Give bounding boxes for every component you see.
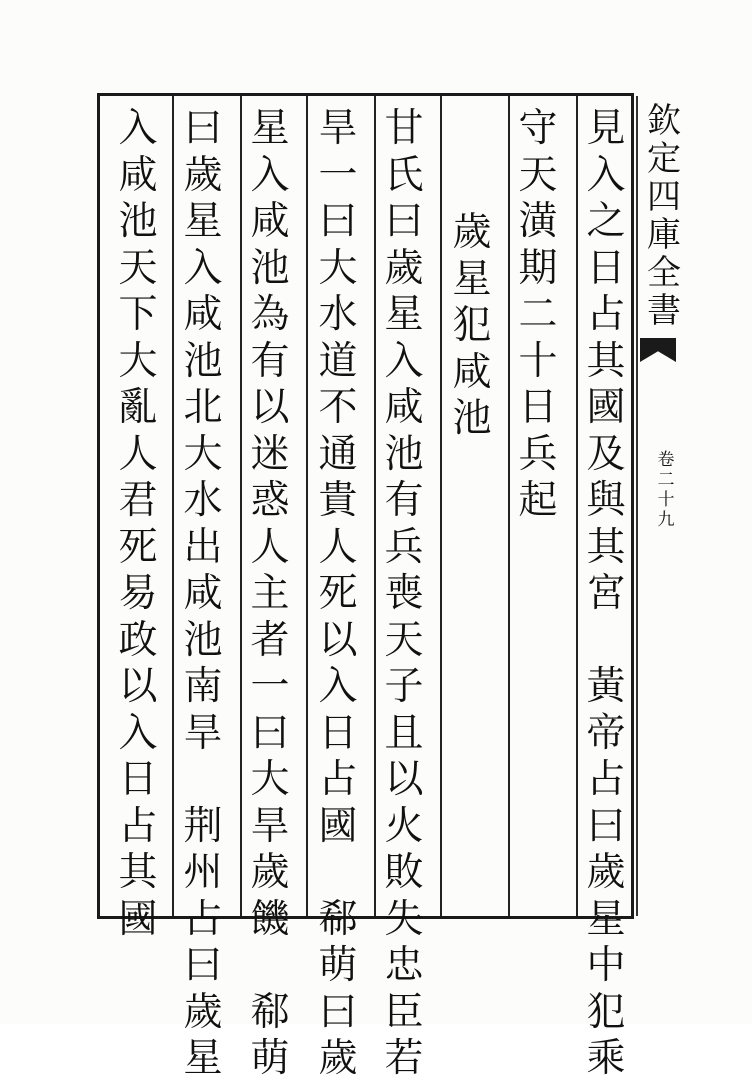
text-character: 天	[118, 245, 158, 291]
text-space	[244, 943, 296, 990]
text-character: 咸	[118, 152, 158, 198]
fishtail-mark	[640, 338, 676, 362]
text-character: 郗	[318, 896, 358, 942]
text-character: 君	[118, 478, 158, 523]
margin-book-title	[642, 102, 686, 330]
text-space	[580, 618, 632, 665]
text-character: 失	[384, 896, 424, 942]
text-character: 兵	[518, 431, 558, 477]
text-character: 旱	[250, 803, 290, 849]
column-rule	[374, 96, 376, 916]
text-character: 占	[118, 803, 158, 849]
text-character: 入	[183, 245, 223, 291]
text-character: 歲	[318, 1036, 358, 1081]
text-character: 道	[318, 338, 358, 384]
text-character: 忠	[384, 943, 424, 988]
text-character: 通	[318, 431, 358, 477]
column-rule	[440, 96, 442, 916]
text-character: 臣	[384, 989, 424, 1035]
text-character: 氏	[384, 152, 424, 198]
text-character: 池	[183, 338, 223, 384]
text-character: 池	[118, 199, 158, 244]
text-character: 欽	[647, 101, 681, 141]
margin-juan-number	[654, 450, 678, 530]
text-character: 守	[518, 106, 558, 151]
text-character: 死	[118, 524, 158, 570]
column-rule	[306, 96, 308, 916]
text-character: 星	[250, 106, 290, 151]
text-character: 曰	[586, 803, 626, 849]
text-character: 咸	[452, 349, 492, 395]
text-character: 星	[183, 1036, 223, 1081]
text-character: 水	[318, 292, 358, 337]
text-character: 曰	[250, 710, 290, 756]
text-character: 曰	[384, 199, 424, 244]
text-character: 水	[183, 478, 223, 523]
text-character: 曰	[318, 199, 358, 244]
text-character: 日	[318, 710, 358, 756]
text-column	[112, 106, 164, 942]
text-character: 人	[318, 524, 358, 570]
text-character: 池	[452, 396, 492, 441]
text-character: 大	[250, 757, 290, 802]
text-character: 一	[318, 152, 358, 198]
text-character: 九	[657, 510, 675, 530]
text-character: 星	[452, 256, 492, 302]
text-character: 歲	[183, 152, 223, 198]
text-character: 易	[118, 571, 158, 616]
text-character: 占	[586, 292, 626, 337]
text-character: 大	[118, 338, 158, 384]
text-character: 咸	[183, 571, 223, 616]
text-character: 入	[586, 152, 626, 198]
text-character: 十	[518, 338, 558, 384]
text-character: 曰	[183, 106, 223, 151]
text-character: 出	[183, 524, 223, 570]
text-character: 二	[657, 470, 675, 490]
text-character: 人	[118, 431, 158, 477]
text-character: 二	[518, 292, 558, 337]
text-character: 入	[384, 338, 424, 384]
text-character: 郗	[250, 989, 290, 1035]
text-character: 其	[586, 338, 626, 384]
text-character: 主	[250, 571, 290, 616]
text-character: 政	[118, 617, 158, 663]
text-column	[177, 106, 229, 1081]
text-character: 敗	[384, 850, 424, 895]
text-character: 喪	[384, 571, 424, 616]
text-character: 池	[384, 431, 424, 477]
text-character: 犯	[586, 989, 626, 1035]
text-character: 惑	[250, 478, 290, 523]
text-character: 期	[518, 245, 558, 291]
text-character: 火	[384, 803, 424, 849]
text-character: 咸	[250, 199, 290, 244]
text-space	[312, 850, 364, 897]
text-character: 歲	[183, 989, 223, 1035]
text-character: 起	[518, 478, 558, 523]
text-character: 潢	[518, 199, 558, 244]
text-character: 日	[118, 757, 158, 802]
text-character: 不	[318, 385, 358, 430]
text-character: 有	[250, 338, 290, 384]
text-character: 旱	[318, 106, 358, 151]
text-character: 卷	[657, 450, 675, 470]
text-column	[378, 106, 430, 1081]
text-character: 見	[586, 106, 626, 151]
text-character: 曰	[183, 943, 223, 988]
text-character: 池	[250, 245, 290, 291]
text-character: 國	[586, 385, 626, 430]
text-character: 歲	[384, 245, 424, 291]
text-character: 日	[586, 245, 626, 291]
text-character: 四	[647, 177, 681, 217]
column-rule	[508, 96, 510, 916]
text-character: 入	[118, 106, 158, 151]
text-character: 為	[250, 292, 290, 337]
text-character: 以	[318, 617, 358, 663]
text-character: 宮	[586, 571, 626, 616]
text-character: 大	[318, 245, 358, 291]
text-character: 其	[586, 524, 626, 570]
text-character: 子	[384, 664, 424, 709]
text-character: 乘	[586, 1036, 626, 1081]
text-character: 池	[183, 617, 223, 663]
text-character: 星	[586, 896, 626, 942]
text-character: 以	[384, 757, 424, 802]
text-character: 與	[586, 478, 626, 523]
text-character: 定	[647, 139, 681, 179]
text-character: 死	[318, 571, 358, 616]
text-character: 帝	[586, 710, 626, 756]
text-character: 有	[384, 478, 424, 523]
text-character: 人	[250, 524, 290, 570]
text-column	[580, 106, 632, 1081]
text-character: 入	[250, 152, 290, 198]
section-heading-column	[446, 210, 498, 1016]
text-character: 亂	[118, 385, 158, 430]
text-character: 歲	[452, 210, 492, 255]
text-character: 旱	[183, 710, 223, 756]
text-character: 下	[118, 292, 158, 337]
text-character: 咸	[183, 292, 223, 337]
text-character: 萌	[318, 943, 358, 988]
text-character: 甘	[384, 106, 424, 151]
text-character: 北	[183, 385, 223, 430]
text-character: 其	[118, 850, 158, 895]
text-character: 天	[518, 152, 558, 198]
text-character: 咸	[384, 385, 424, 430]
text-column	[244, 106, 296, 1081]
margin-rule	[636, 96, 638, 916]
text-character: 十	[657, 490, 675, 510]
text-character: 大	[183, 431, 223, 477]
text-character: 中	[586, 943, 626, 988]
text-character: 兵	[384, 524, 424, 570]
text-character: 天	[384, 617, 424, 663]
text-character: 占	[183, 896, 223, 942]
text-column	[512, 106, 564, 912]
text-character: 犯	[452, 303, 492, 348]
text-character: 占	[318, 757, 358, 802]
text-character: 曰	[318, 989, 358, 1035]
text-character: 萌	[250, 1036, 290, 1081]
text-character: 之	[586, 199, 626, 244]
text-column	[312, 106, 364, 1081]
text-character: 荆	[183, 803, 223, 849]
text-character: 庫	[647, 215, 681, 255]
text-character: 以	[118, 664, 158, 709]
text-character: 若	[384, 1036, 424, 1081]
text-character: 國	[318, 803, 358, 849]
text-space	[177, 757, 229, 804]
text-character: 迷	[250, 431, 290, 477]
text-character: 歲	[250, 850, 290, 895]
column-rule	[576, 96, 578, 916]
text-character: 書	[647, 291, 681, 331]
text-character: 入	[318, 664, 358, 709]
text-character: 日	[518, 385, 558, 430]
text-character: 一	[250, 664, 290, 709]
text-character: 星	[384, 292, 424, 337]
text-character: 及	[586, 431, 626, 477]
text-character: 且	[384, 710, 424, 756]
text-character: 貴	[318, 478, 358, 523]
text-character: 黃	[586, 664, 626, 709]
text-character: 全	[647, 253, 681, 293]
text-character: 國	[118, 896, 158, 942]
text-character: 饑	[250, 896, 290, 942]
text-character: 星	[183, 199, 223, 244]
column-rule	[172, 96, 174, 916]
text-character: 州	[183, 850, 223, 895]
text-character: 南	[183, 664, 223, 709]
text-character: 入	[118, 710, 158, 756]
text-character: 者	[250, 617, 290, 663]
text-character: 歲	[586, 850, 626, 895]
text-character: 占	[586, 757, 626, 802]
text-character: 以	[250, 385, 290, 430]
